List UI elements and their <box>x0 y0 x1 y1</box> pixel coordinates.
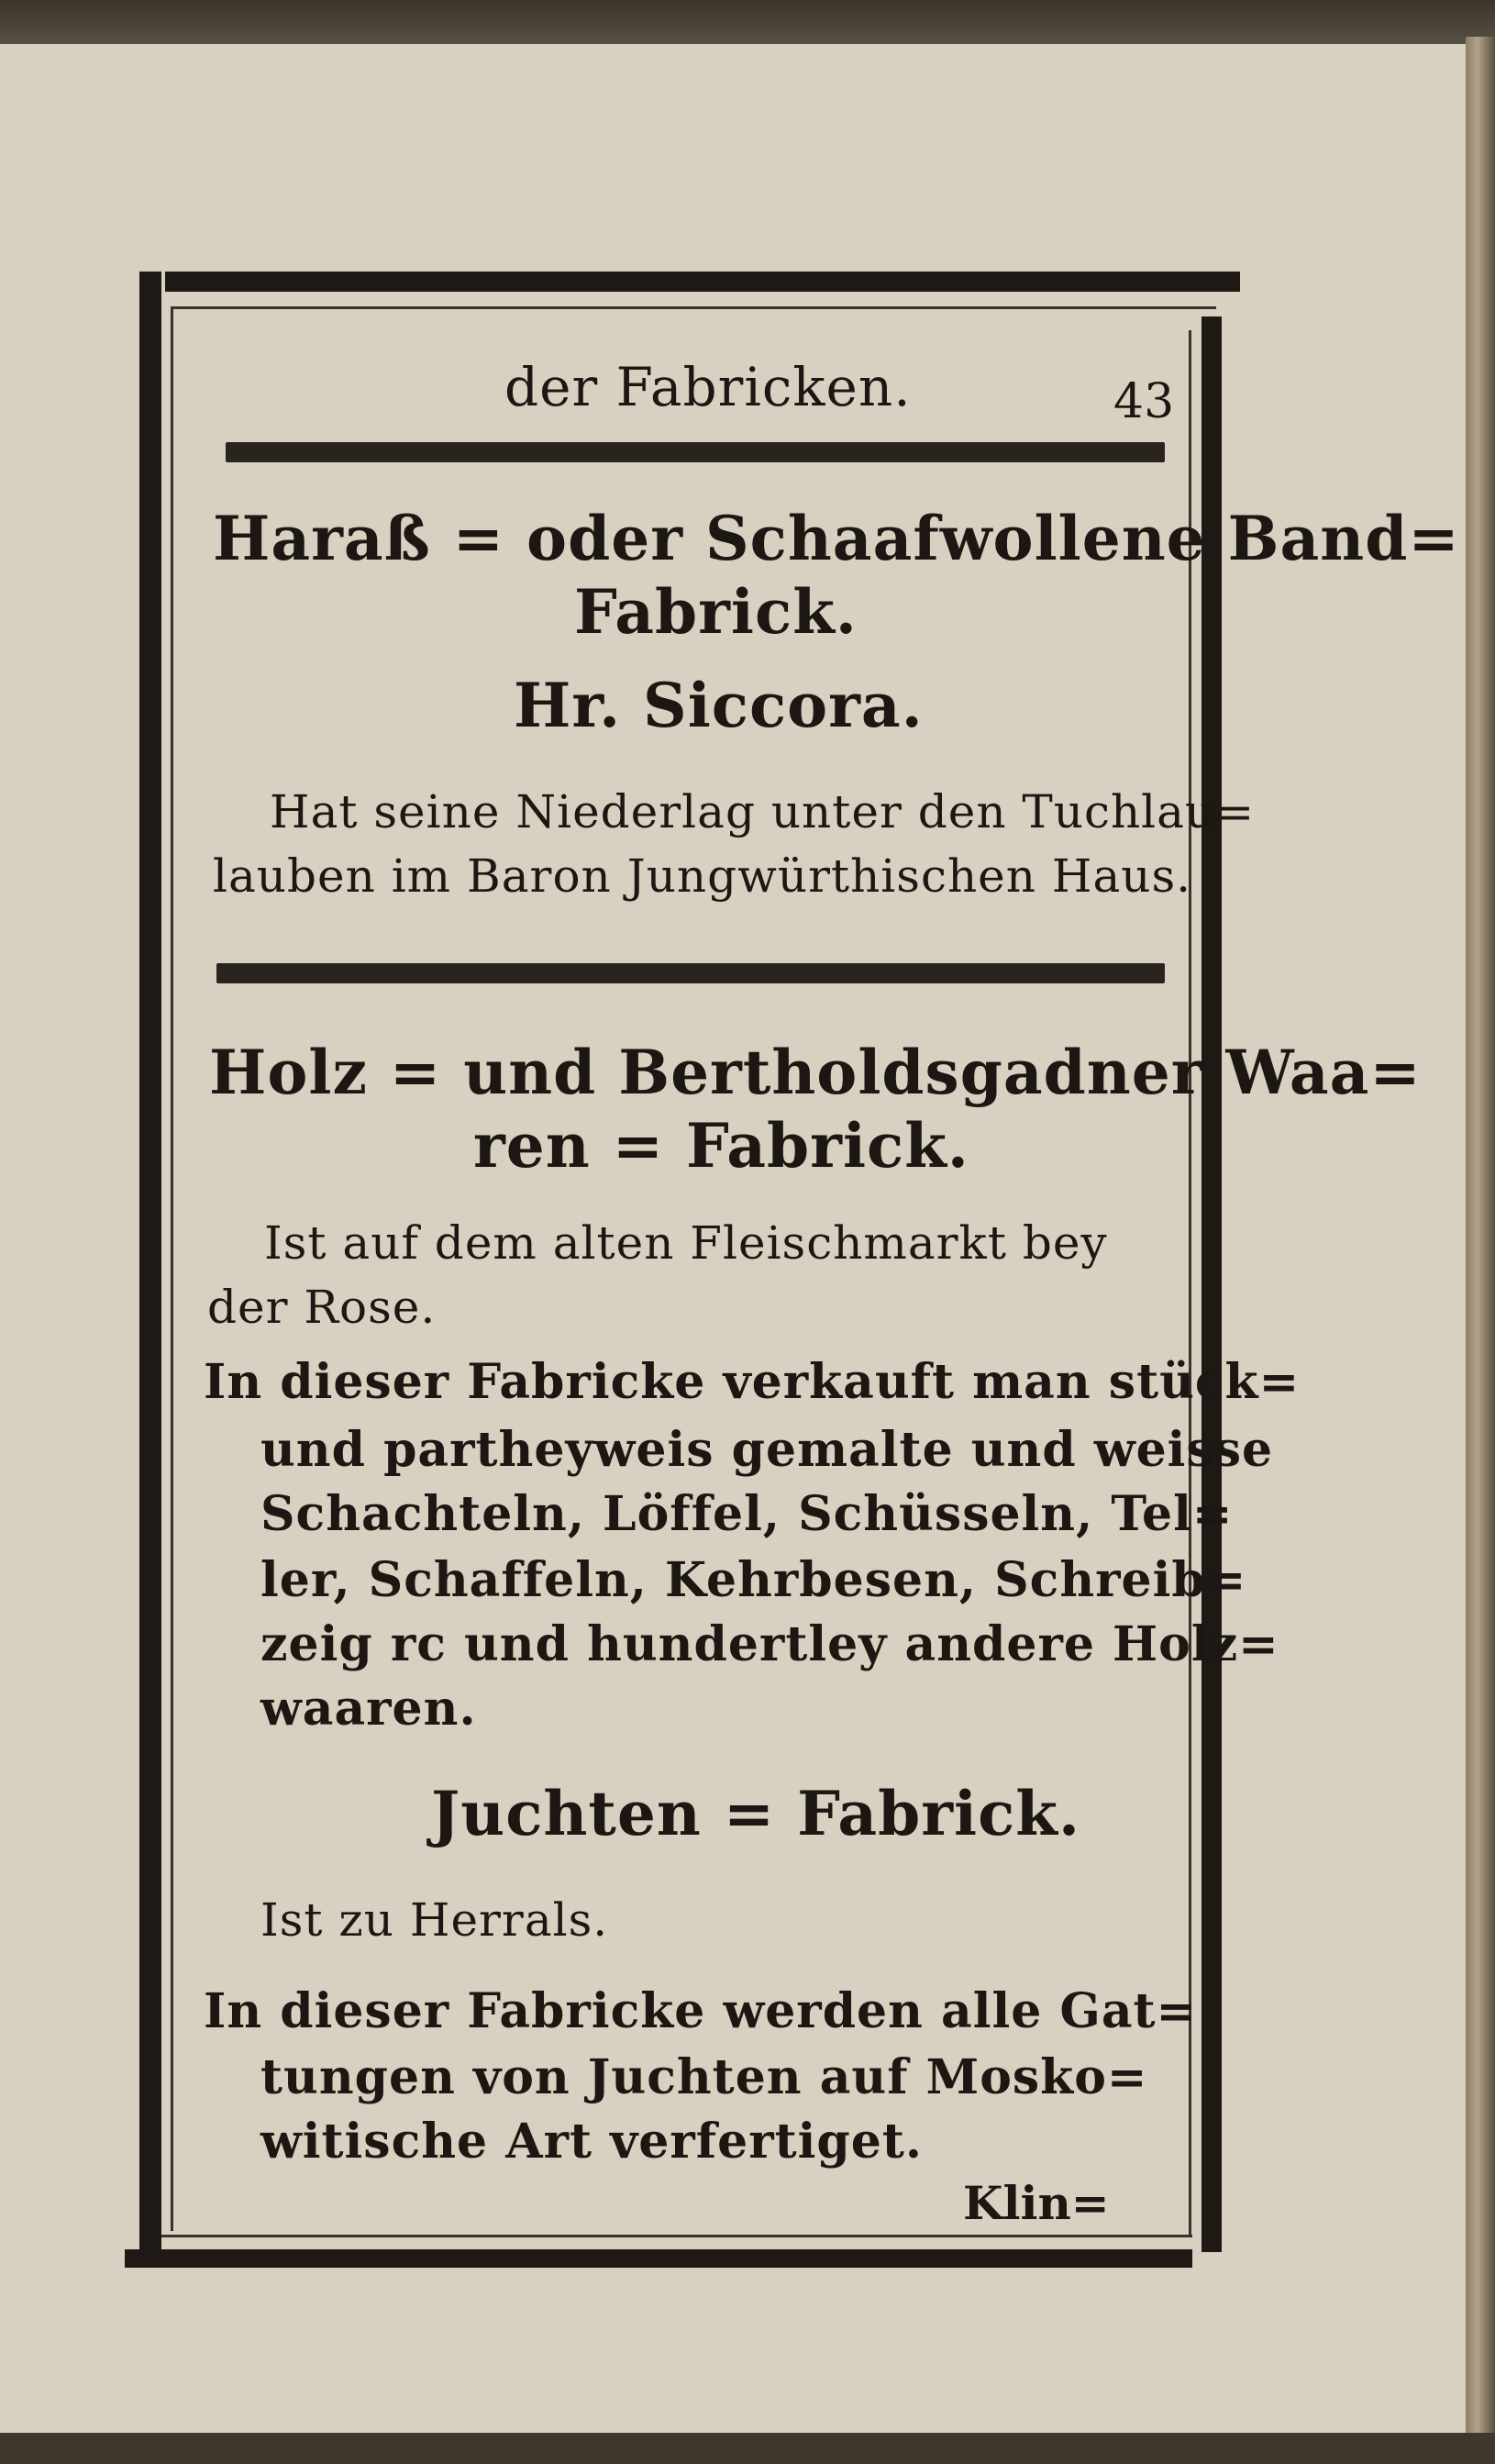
paragraph-line: waaren. <box>260 1681 477 1737</box>
frame-border-right <box>1202 316 1222 2252</box>
paragraph-line: ler, Schaffeln, Kehrbesen, Schreib= <box>260 1552 1247 1608</box>
paragraph-line: zeig rc und hundertley andere Holz= <box>260 1616 1279 1672</box>
paragraph-line: In dieser Fabricke werden alle Gat= <box>204 1983 1198 2039</box>
paragraph-line: der Rose. <box>207 1281 437 1334</box>
header-rule <box>226 442 1165 462</box>
section-heading-line: Fabrick. <box>574 576 858 648</box>
book-edge-bottom <box>0 2433 1495 2464</box>
frame-border-left <box>139 272 161 2253</box>
paragraph-line: Ist zu Herrals. <box>260 1893 609 1947</box>
frame-inner-line-right <box>1189 330 1191 2235</box>
catchword: Klin= <box>963 2176 1110 2230</box>
paragraph-line: lauben im Baron Jungwürthischen Haus. <box>213 849 1192 903</box>
paragraph-line: Schachteln, Löffel, Schüsseln, Tel= <box>260 1486 1234 1542</box>
frame-border-bottom <box>125 2249 1192 2268</box>
paragraph-line: In dieser Fabricke verkauft man stück= <box>204 1354 1301 1410</box>
page-number: 43 <box>1113 374 1175 429</box>
running-title: der Fabricken. <box>504 356 912 418</box>
paragraph-line: tungen von Juchten auf Mosko= <box>260 2049 1148 2105</box>
section-heading-line: ren = Fabrick. <box>473 1110 969 1182</box>
book-edge-right <box>1466 37 1495 2464</box>
frame-inner-line-left <box>171 306 173 2231</box>
frame-border-top <box>165 272 1240 292</box>
paragraph-line: Hat seine Niederlag unter den Tuchlau= <box>270 785 1256 838</box>
section-heading-line: Holz = und Bertholdsgadner Waa= <box>209 1037 1422 1108</box>
section-divider-rule <box>216 963 1165 983</box>
section-heading-line: Juchten = Fabrick. <box>431 1778 1081 1849</box>
proprietor-name: Hr. Siccora. <box>514 670 924 741</box>
paragraph-line: und partheyweis gemalte und weisse <box>260 1422 1274 1478</box>
paragraph-line: witische Art verfertiget. <box>260 2114 923 2170</box>
paragraph-line: Ist auf dem alten Fleischmarkt bey <box>264 1216 1108 1270</box>
frame-inner-line-top <box>171 306 1216 309</box>
section-heading-line: Haraß = oder Schaafwollene Band= <box>213 503 1460 574</box>
frame-inner-line-bottom <box>161 2235 1192 2237</box>
